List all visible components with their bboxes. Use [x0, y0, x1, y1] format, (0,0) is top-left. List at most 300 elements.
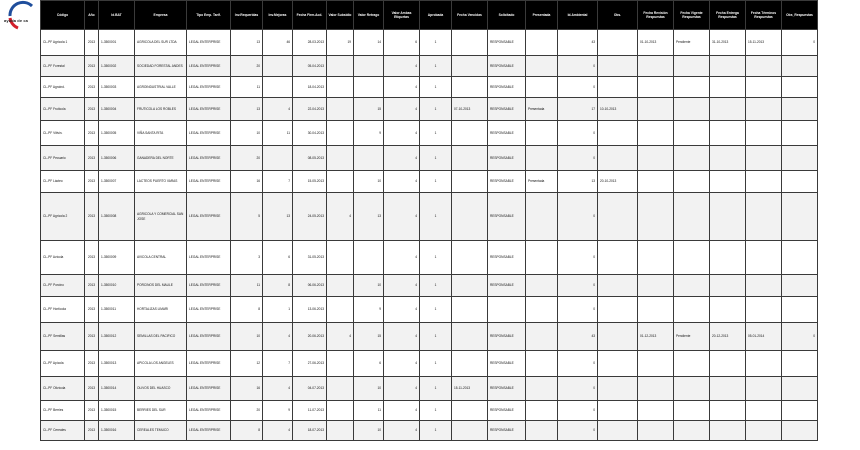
table-cell: 1	[420, 56, 452, 77]
table-cell: CL-PF Olivícola	[41, 377, 85, 401]
table-cell: CL-PF Semillas	[41, 323, 85, 351]
table-cell	[782, 77, 818, 98]
table-cell: 07-10-2013	[452, 98, 488, 121]
table-cell: 24-05-2013	[293, 193, 327, 241]
table-cell	[674, 351, 710, 377]
table-cell: RESPONSABLE	[488, 121, 526, 146]
table-cell: 0	[782, 323, 818, 351]
table-cell	[327, 146, 354, 171]
table-row[interactable]	[41, 77, 818, 98]
table-cell: LEGAL ENTERPRISE	[187, 421, 231, 441]
table-row[interactable]	[41, 193, 818, 241]
table-cell: 9	[263, 401, 293, 421]
table-cell: 08-05-2013	[293, 146, 327, 171]
table-cell: 4	[384, 56, 420, 77]
table-cell	[674, 193, 710, 241]
table-cell: 0	[558, 297, 598, 323]
table-cell: 1-3500008	[99, 193, 135, 241]
table-cell: CL-PF Agrícola 1	[41, 30, 85, 56]
table-cell: 0	[558, 241, 598, 275]
table-cell: CL-PF Apícola	[41, 351, 85, 377]
table-cell: 13	[263, 193, 293, 241]
table-cell: 43	[558, 30, 598, 56]
table-cell	[452, 146, 488, 171]
table-cell: 4	[384, 121, 420, 146]
table-cell: 1	[420, 30, 452, 56]
table-row[interactable]	[41, 377, 818, 401]
table-cell: 2013	[85, 171, 99, 193]
table-cell	[354, 241, 384, 275]
column-header: Id.Ambiental	[558, 1, 598, 30]
table-cell	[674, 241, 710, 275]
table-row[interactable]	[41, 98, 818, 121]
table-cell	[598, 121, 638, 146]
table-cell: LEGAL ENTERPRISE	[187, 377, 231, 401]
table-cell: 8	[263, 275, 293, 297]
table-cell: 13	[558, 171, 598, 193]
column-header: Valor Retrago	[354, 1, 384, 30]
table-cell	[674, 297, 710, 323]
table-cell: SOCIEDAD FORESTAL ANDES	[135, 56, 187, 77]
table-cell	[710, 171, 746, 193]
table-cell: LEGAL ENTERPRISE	[187, 77, 231, 98]
table-cell: FRUTICOLA LOS ROBLES	[135, 98, 187, 121]
table-cell: Pendiente	[674, 30, 710, 56]
column-header: Código	[41, 1, 85, 30]
table-row[interactable]	[41, 323, 818, 351]
table-row[interactable]	[41, 56, 818, 77]
table-cell: 05-01-2014	[746, 323, 782, 351]
table-cell: RESPONSABLE	[488, 323, 526, 351]
column-header: Inv.Mejoras	[263, 1, 293, 30]
table-cell	[746, 77, 782, 98]
table-cell	[598, 351, 638, 377]
table-cell	[710, 241, 746, 275]
table-cell: 1-3500007	[99, 171, 135, 193]
table-cell	[710, 98, 746, 121]
table-cell: 1-3500005	[99, 121, 135, 146]
table-row[interactable]	[41, 401, 818, 421]
table-cell	[526, 351, 558, 377]
table-cell	[526, 146, 558, 171]
table-cell: 7	[263, 171, 293, 193]
table-cell: BERRIES DEL SUR	[135, 401, 187, 421]
table-cell	[710, 351, 746, 377]
table-cell: CL-PF Lácteo	[41, 171, 85, 193]
table-cell: 4	[263, 421, 293, 441]
column-header: Aprobada	[420, 1, 452, 30]
table-cell: 1-3500013	[99, 351, 135, 377]
table-cell: 4	[384, 275, 420, 297]
table-cell: CL-PF Hortícola	[41, 297, 85, 323]
table-row[interactable]	[41, 297, 818, 323]
table-cell	[598, 30, 638, 56]
table-cell	[598, 56, 638, 77]
table-header-row	[41, 1, 818, 30]
table-cell	[526, 193, 558, 241]
table-cell	[782, 401, 818, 421]
table-cell: 4	[384, 171, 420, 193]
table-cell	[263, 56, 293, 77]
table-cell	[782, 241, 818, 275]
table-cell: 2013	[85, 146, 99, 171]
table-cell: 1-3500010	[99, 275, 135, 297]
table-cell: LEGAL ENTERPRISE	[187, 401, 231, 421]
table-cell: LEGAL ENTERPRISE	[187, 351, 231, 377]
table-row[interactable]	[41, 351, 818, 377]
table-cell: 4	[384, 146, 420, 171]
table-cell: 6	[263, 241, 293, 275]
table-cell	[452, 77, 488, 98]
table-cell	[452, 297, 488, 323]
table-cell	[782, 171, 818, 193]
table-cell: 0	[558, 77, 598, 98]
table-cell	[638, 193, 674, 241]
table-cell: 4	[384, 421, 420, 441]
spreadsheet	[40, 0, 818, 450]
table-cell: 15-05-2013	[293, 171, 327, 193]
table-cell	[638, 241, 674, 275]
table-cell: 13	[231, 30, 263, 56]
table-cell	[746, 56, 782, 77]
table-cell: 1	[420, 421, 452, 441]
table-cell: 10	[354, 275, 384, 297]
table-cell	[746, 146, 782, 171]
table-cell: 20	[231, 401, 263, 421]
table-cell: RESPONSABLE	[488, 377, 526, 401]
table-cell	[327, 241, 354, 275]
table-cell: 10	[231, 323, 263, 351]
table-cell	[746, 241, 782, 275]
table-cell: 5	[231, 193, 263, 241]
column-header: Fecha Vigente Respuestas	[674, 1, 710, 30]
table-cell: 1-3500001	[99, 30, 135, 56]
table-cell: 2013	[85, 77, 99, 98]
table-cell: 8	[231, 421, 263, 441]
table-cell: LEGAL ENTERPRISE	[187, 193, 231, 241]
table-cell	[710, 401, 746, 421]
column-header: Valor Ambas Etiquetas	[384, 1, 420, 30]
table-row[interactable]	[41, 421, 818, 441]
table-cell	[526, 56, 558, 77]
table-cell	[526, 121, 558, 146]
data-table	[40, 0, 818, 441]
table-cell: 4	[384, 77, 420, 98]
table-cell: 1	[420, 275, 452, 297]
table-cell: 06-06-2013	[293, 275, 327, 297]
column-header: Fecha Revisión Respuestas	[638, 1, 674, 30]
table-cell: CL-PF Vitivin.	[41, 121, 85, 146]
table-cell: CL-PF Agrícola 2	[41, 193, 85, 241]
table-cell: 28-03-2013	[293, 30, 327, 56]
table-cell	[782, 377, 818, 401]
table-cell	[598, 421, 638, 441]
table-cell: 12	[231, 351, 263, 377]
table-cell: 2013	[85, 297, 99, 323]
table-cell: 6	[354, 351, 384, 377]
table-cell: 30-04-2013	[293, 121, 327, 146]
table-cell	[638, 275, 674, 297]
column-header: Fecha Firm.Acd.	[293, 1, 327, 30]
table-cell: LEGAL ENTERPRISE	[187, 241, 231, 275]
table-cell	[710, 77, 746, 98]
table-cell: 2013	[85, 323, 99, 351]
column-header: Solicitado	[488, 1, 526, 30]
table-cell: 1-3500012	[99, 323, 135, 351]
table-cell: CL-PF Pecuario	[41, 146, 85, 171]
table-cell	[354, 77, 384, 98]
table-cell: 0	[558, 351, 598, 377]
table-row[interactable]	[41, 30, 818, 56]
table-cell	[452, 171, 488, 193]
table-cell	[526, 323, 558, 351]
table-cell	[746, 171, 782, 193]
table-cell: 11	[231, 275, 263, 297]
table-cell: 1-3500004	[99, 98, 135, 121]
table-cell: 11-07-2013	[293, 401, 327, 421]
table-cell	[782, 297, 818, 323]
table-cell: SEMILLAS DEL PACIFICO	[135, 323, 187, 351]
table-cell: 01-10-2013	[638, 30, 674, 56]
table-cell	[638, 146, 674, 171]
table-cell	[782, 121, 818, 146]
table-cell: 4	[327, 193, 354, 241]
table-cell	[452, 401, 488, 421]
table-cell	[452, 275, 488, 297]
table-cell: 2013	[85, 351, 99, 377]
table-cell: 13	[354, 193, 384, 241]
table-cell: RESPONSABLE	[488, 98, 526, 121]
table-cell: OLIVOS DEL HUASCO	[135, 377, 187, 401]
table-cell: 2013	[85, 30, 99, 56]
table-cell: LEGAL ENTERPRISE	[187, 56, 231, 77]
table-cell	[746, 98, 782, 121]
table-cell: 1-3500014	[99, 377, 135, 401]
column-header: Obs.	[598, 1, 638, 30]
table-cell: AGROINDUSTRIAL VALLE	[135, 77, 187, 98]
table-cell: RESPONSABLE	[488, 193, 526, 241]
table-cell: 9	[354, 297, 384, 323]
table-cell	[598, 401, 638, 421]
table-cell: 10	[354, 171, 384, 193]
table-cell	[263, 77, 293, 98]
table-cell: 4	[384, 401, 420, 421]
table-cell: 0	[558, 146, 598, 171]
table-cell: HORTALIZAS LIMARI	[135, 297, 187, 323]
table-cell: 20-06-2013	[293, 323, 327, 351]
table-cell: CL-PF Cereales	[41, 421, 85, 441]
table-cell: Pendiente	[674, 323, 710, 351]
table-cell: 13-06-2013	[293, 297, 327, 323]
table-cell	[638, 121, 674, 146]
table-cell: RESPONSABLE	[488, 56, 526, 77]
table-cell	[327, 351, 354, 377]
table-cell: RESPONSABLE	[488, 77, 526, 98]
table-cell: VIÑA SANTA RITA	[135, 121, 187, 146]
table-cell	[526, 30, 558, 56]
table-cell	[526, 77, 558, 98]
table-cell: AGRICOLA DEL SUR LTDA	[135, 30, 187, 56]
table-cell	[452, 121, 488, 146]
table-cell: 4	[263, 377, 293, 401]
table-cell	[598, 323, 638, 351]
table-cell: 15	[354, 98, 384, 121]
table-cell: Presentada	[526, 98, 558, 121]
table-cell	[452, 241, 488, 275]
table-cell	[327, 377, 354, 401]
table-cell: LEGAL ENTERPRISE	[187, 323, 231, 351]
table-cell: CL-PF Berries	[41, 401, 85, 421]
table-cell: 18-04-2013	[293, 77, 327, 98]
table-cell	[638, 98, 674, 121]
table-cell: 4	[384, 241, 420, 275]
table-cell: 4	[384, 377, 420, 401]
table-cell	[746, 193, 782, 241]
table-cell	[674, 275, 710, 297]
table-cell	[452, 56, 488, 77]
table-cell	[710, 56, 746, 77]
table-cell	[452, 30, 488, 56]
table-cell	[327, 421, 354, 441]
table-cell: 43	[558, 323, 598, 351]
table-cell	[782, 56, 818, 77]
table-cell: 04-07-2013	[293, 377, 327, 401]
column-header: Valor Subsidio	[327, 1, 354, 30]
table-cell	[746, 121, 782, 146]
table-cell: Presentada	[526, 171, 558, 193]
column-header: Fecha Términos Respuestas	[746, 1, 782, 30]
table-cell	[638, 171, 674, 193]
table-cell: 27-06-2013	[293, 351, 327, 377]
table-cell: 4	[384, 193, 420, 241]
table-cell: RESPONSABLE	[488, 146, 526, 171]
table-cell: 0	[782, 30, 818, 56]
table-cell: 10	[354, 377, 384, 401]
table-cell: 1	[420, 121, 452, 146]
table-cell: RESPONSABLE	[488, 30, 526, 56]
table-cell: LEGAL ENTERPRISE	[187, 275, 231, 297]
table-cell: 17	[558, 98, 598, 121]
column-header: Obs_Respuestas	[782, 1, 818, 30]
table-cell: 1-3500015	[99, 401, 135, 421]
table-cell: 1-3500016	[99, 421, 135, 441]
column-header: Tipo Emp. Tarif.	[187, 1, 231, 30]
table-cell	[710, 421, 746, 441]
table-cell	[598, 275, 638, 297]
table-cell: 10-10-2013	[598, 98, 638, 121]
table-cell	[674, 121, 710, 146]
table-row[interactable]	[41, 275, 818, 297]
table-cell: 4	[384, 351, 420, 377]
table-cell: 31-10-2013	[710, 30, 746, 56]
table-cell	[638, 351, 674, 377]
table-cell: 15-11-2013	[746, 30, 782, 56]
table-cell	[327, 297, 354, 323]
table-cell: 2013	[85, 193, 99, 241]
table-cell: 16	[231, 377, 263, 401]
table-row[interactable]	[41, 171, 818, 193]
table-cell	[674, 401, 710, 421]
table-cell	[674, 77, 710, 98]
table-cell	[526, 401, 558, 421]
table-cell	[674, 171, 710, 193]
table-cell	[710, 275, 746, 297]
table-cell	[746, 351, 782, 377]
table-cell	[674, 146, 710, 171]
column-header: Presentada	[526, 1, 558, 30]
table-cell	[327, 77, 354, 98]
table-cell	[327, 401, 354, 421]
column-header: Inv.Requeridas	[231, 1, 263, 30]
table-cell: 8	[231, 297, 263, 323]
table-cell: RESPONSABLE	[488, 401, 526, 421]
table-cell: RESPONSABLE	[488, 241, 526, 275]
table-cell: 20-12-2013	[710, 323, 746, 351]
table-cell	[327, 98, 354, 121]
table-cell	[782, 146, 818, 171]
table-cell	[638, 297, 674, 323]
table-cell: AGRICOLA Y COMERCIAL SAN JOSE	[135, 193, 187, 241]
table-cell	[782, 98, 818, 121]
logo-icon	[4, 0, 44, 30]
table-cell	[638, 56, 674, 77]
table-cell	[710, 377, 746, 401]
table-cell: LACTEOS PUERTO VARAS	[135, 171, 187, 193]
table-cell	[782, 275, 818, 297]
table-cell	[452, 323, 488, 351]
column-header: Año	[85, 1, 99, 30]
table-cell: 18-07-2013	[293, 421, 327, 441]
table-cell: 11	[231, 77, 263, 98]
table-body	[41, 30, 818, 441]
table-cell: 20-10-2013	[598, 171, 638, 193]
table-cell: 1	[420, 377, 452, 401]
table-cell	[526, 421, 558, 441]
table-cell: LEGAL ENTERPRISE	[187, 30, 231, 56]
table-cell	[354, 56, 384, 77]
table-cell: 1-3500003	[99, 77, 135, 98]
table-cell	[452, 193, 488, 241]
table-cell: 4	[384, 297, 420, 323]
table-row[interactable]	[41, 121, 818, 146]
table-cell: 2013	[85, 121, 99, 146]
table-cell: 0	[558, 121, 598, 146]
table-cell: 1-3500011	[99, 297, 135, 323]
table-cell	[710, 146, 746, 171]
table-cell: 1	[420, 401, 452, 421]
table-cell: 22-04-2013	[293, 98, 327, 121]
table-cell: 01-12-2013	[638, 323, 674, 351]
table-cell	[638, 421, 674, 441]
table-cell: 0	[558, 193, 598, 241]
table-cell: RESPONSABLE	[488, 421, 526, 441]
table-cell	[598, 146, 638, 171]
table-cell	[488, 297, 526, 323]
table-cell: 05-04-2013	[293, 56, 327, 77]
table-cell	[746, 377, 782, 401]
table-cell: LEGAL ENTERPRISE	[187, 171, 231, 193]
table-cell: CL-PF Avícola	[41, 241, 85, 275]
table-cell: 0	[558, 401, 598, 421]
table-row[interactable]	[41, 241, 818, 275]
table-cell: 1	[420, 77, 452, 98]
table-row[interactable]	[41, 146, 818, 171]
table-cell: GANADERA DEL NORTE	[135, 146, 187, 171]
table-cell: 20	[231, 146, 263, 171]
table-cell: LEGAL ENTERPRISE	[187, 146, 231, 171]
table-cell	[598, 241, 638, 275]
table-cell: 1-3500002	[99, 56, 135, 77]
